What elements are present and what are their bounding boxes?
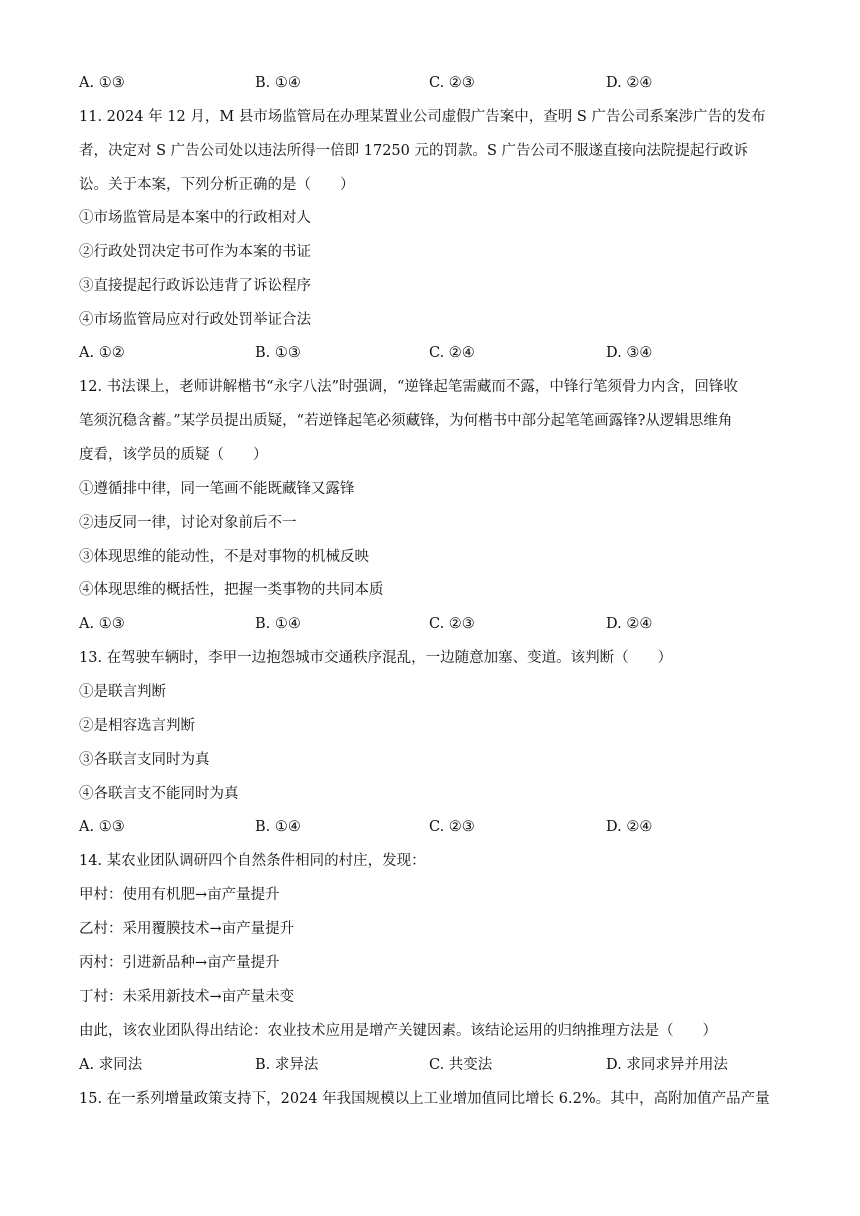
q14-options [79, 1055, 799, 1075]
q12-option-b: B. ①④ [255, 616, 301, 632]
q13-item-2: ②是相容选言判断 [79, 718, 195, 734]
q14-option-d: D. 求同求异并用法 [606, 1057, 728, 1073]
q14-option-a: A. 求同法 [79, 1057, 143, 1073]
q12-item-3: ③体现思维的能动性，不是对事物的机械反映 [79, 549, 369, 565]
q11-item-2: ②行政处罚决定书可作为本案的书证 [79, 244, 311, 260]
q14-option-c: C. 共变法 [429, 1057, 493, 1073]
q10-option-d: D. ②④ [606, 75, 653, 91]
q13-item-4: ④各联言支不能同时为真 [79, 786, 239, 802]
q14-stem-line1: 14. 某农业团队调研四个自然条件相同的村庄，发现： [79, 853, 426, 869]
q11-item-3: ③直接提起行政诉讼违背了诉讼程序 [79, 278, 311, 294]
q13-option-b: B. ①④ [255, 819, 301, 835]
q13-option-a: A. ①③ [79, 819, 125, 835]
q12-option-d: D. ②④ [606, 616, 653, 632]
q13-stem-line1: 13. 在驾驶车辆时，李甲一边抱怨城市交通秩序混乱，一边随意加塞、变道。该判断（ ） [79, 650, 673, 666]
q14-item-3: 丙村：引进新品种→亩产量提升 [79, 955, 280, 971]
q11-option-c: C. ②④ [429, 345, 475, 361]
q12-item-2: ②违反同一律，讨论对象前后不一 [79, 515, 297, 531]
q10-option-a: A. ①③ [79, 75, 125, 91]
q11-options [79, 343, 799, 363]
q11-option-b: B. ①③ [255, 345, 301, 361]
q10-option-b: B. ①④ [255, 75, 301, 91]
q14-conclusion: 由此，该农业团队得出结论：农业技术应用是增产关键因素。该结论运用的归纳推理方法是（ ） [79, 1023, 717, 1039]
q12-stem-line1: 12. 书法课上，老师讲解楷书“永字八法”时强调，“逆锋起笔需藏而不露，中锋行笔须骨力内含，回锋收 [79, 379, 738, 395]
q12-item-4: ④体现思维的概括性，把握一类事物的共同本质 [79, 582, 384, 598]
q11-item-4: ④市场监管局应对行政处罚举证合法 [79, 312, 311, 328]
q11-option-a: A. ①② [79, 345, 125, 361]
q10-options [79, 73, 799, 93]
q12-option-c: C. ②③ [429, 616, 475, 632]
q12-stem-line2: 笔须沉稳含蓄。”某学员提出质疑，“若逆锋起笔必须藏锋，为何楷书中部分起笔笔画露锋?从逻辑思维角 [79, 413, 733, 429]
q11-stem-line2: 者，决定对 S 广告公司处以违法所得一倍即 17250 元的罚款。S 广告公司不服遂直接向法院提起行政诉 [79, 143, 749, 159]
q11-stem-line1: 11. 2024 年 12 月，M 县市场监管局在办理某置业公司虚假广告案中，查明 S 广告公司系案涉广告的发布 [79, 109, 766, 125]
q14-option-b: B. 求异法 [255, 1057, 319, 1073]
q13-item-3: ③各联言支同时为真 [79, 752, 210, 768]
q12-stem-line3: 度看，该学员的质疑（ ） [79, 447, 268, 463]
q13-options [79, 817, 799, 837]
q11-stem-line3: 讼。关于本案，下列分析正确的是（ ） [79, 177, 355, 193]
q14-item-4: 丁村：未采用新技术→亩产量未变 [79, 989, 295, 1005]
q13-option-c: C. ②③ [429, 819, 475, 835]
q15-stem-line1: 15. 在一系列增量政策支持下，2024 年我国规模以上工业增加值同比增长 6.2%。其中，高附加值产品产量 [79, 1091, 770, 1107]
q13-item-1: ①是联言判断 [79, 684, 166, 700]
q10-option-c: C. ②③ [429, 75, 475, 91]
q12-options [79, 614, 799, 634]
q11-option-d: D. ③④ [606, 345, 653, 361]
q14-item-1: 甲村：使用有机肥→亩产量提升 [79, 887, 280, 903]
q14-item-2: 乙村：采用覆膜技术→亩产量提升 [79, 921, 295, 937]
q11-item-1: ①市场监管局是本案中的行政相对人 [79, 210, 311, 226]
q12-item-1: ①遵循排中律，同一笔画不能既藏锋又露锋 [79, 481, 355, 497]
q12-option-a: A. ①③ [79, 616, 125, 632]
q13-option-d: D. ②④ [606, 819, 653, 835]
